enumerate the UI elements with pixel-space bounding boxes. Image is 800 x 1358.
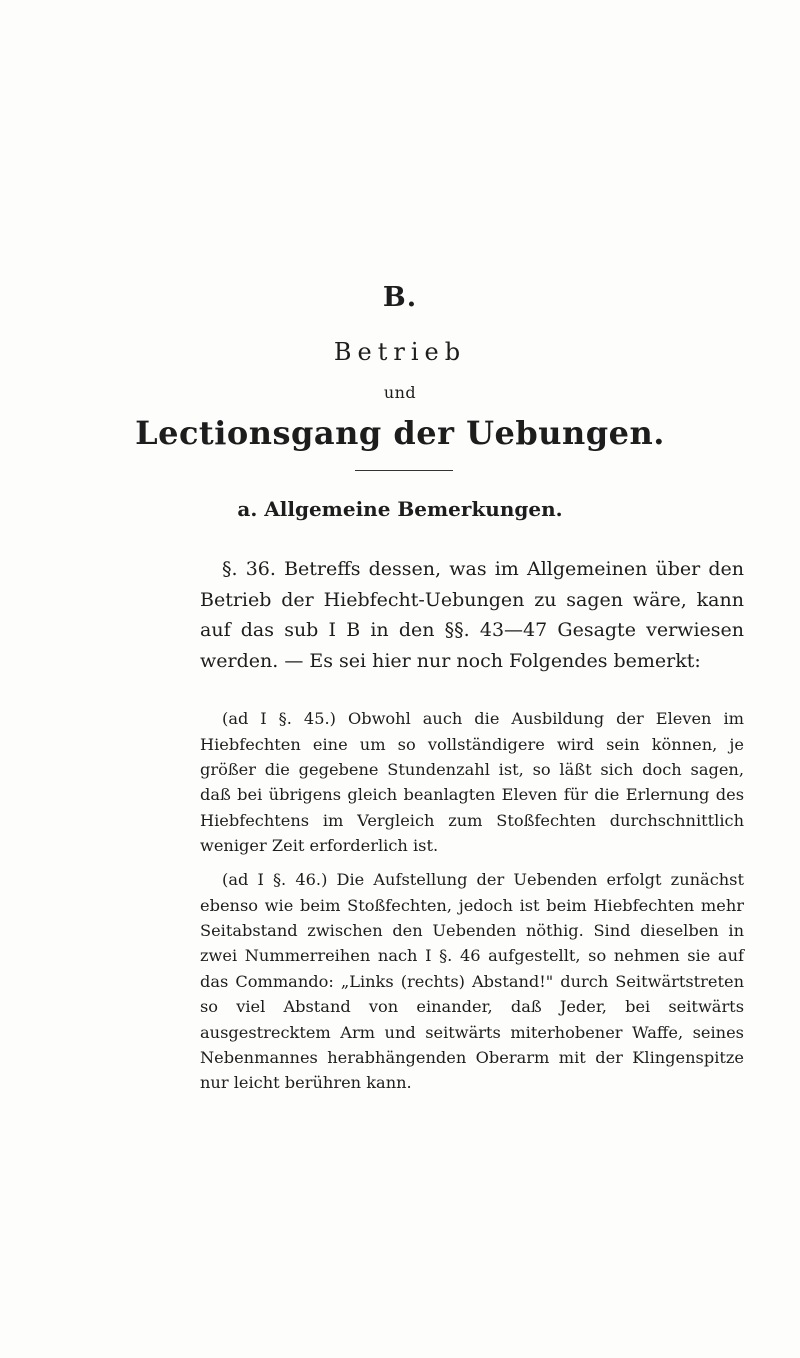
title-line-1: Betrieb bbox=[333, 338, 467, 366]
section-letter: B. bbox=[382, 282, 418, 313]
divider-rule bbox=[355, 470, 453, 471]
paragraph-main: §. 36. Betreffs dessen, was im Allgemeinen über den Betrieb der Hiebfecht-Uebungen zu sagen wäre, kann auf das sub I B in den §§. 43—47 Gesagte verwiesen werden. — Es sei hier nur noch Folgendes bemerkt: bbox=[200, 558, 744, 672]
note-paragraph-1: (ad I §. 45.) Obwohl auch die Ausbildung der Eleven im Hiebfechten eine um so vollständigere wird sein können, je größer die gegebene Stundenzahl ist, so läßt sich doch sagen, daß bei übrigens gleich beanlagten Eleven für die Erlernung des Hiebfechtens im Vergleich zum Stoßfechten durchschnittlich weniger Zeit erforderlich ist. bbox=[200, 709, 744, 856]
subsection-heading: a. Allgemeine Bemerkungen. bbox=[237, 497, 563, 521]
title-conjunction: und bbox=[383, 383, 417, 402]
title-line-2: Lectionsgang der Uebungen. bbox=[135, 414, 665, 452]
note-paragraph-2: (ad I §. 46.) Die Aufstellung der Uebenden erfolgt zunächst ebenso wie beim Stoßfechten, jedoch ist beim Hiebfechten mehr Seitabstand zwischen den Uebenden nöthig. Sind dieselben in zwei Nummerreihen nach I §. 46 aufgestellt, so nehmen sie auf das Commando: „Links (rechts) Abstand!" durch Seitwärtstreten so viel Abstand von einander, daß Jeder, bei seitwärts ausgestrecktem Arm und seitwärts miterhobener Waffe, seines Nebenmannes herabhängenden Oberarm mit der Klingenspitze nur leicht berühren kann. bbox=[200, 870, 744, 1093]
